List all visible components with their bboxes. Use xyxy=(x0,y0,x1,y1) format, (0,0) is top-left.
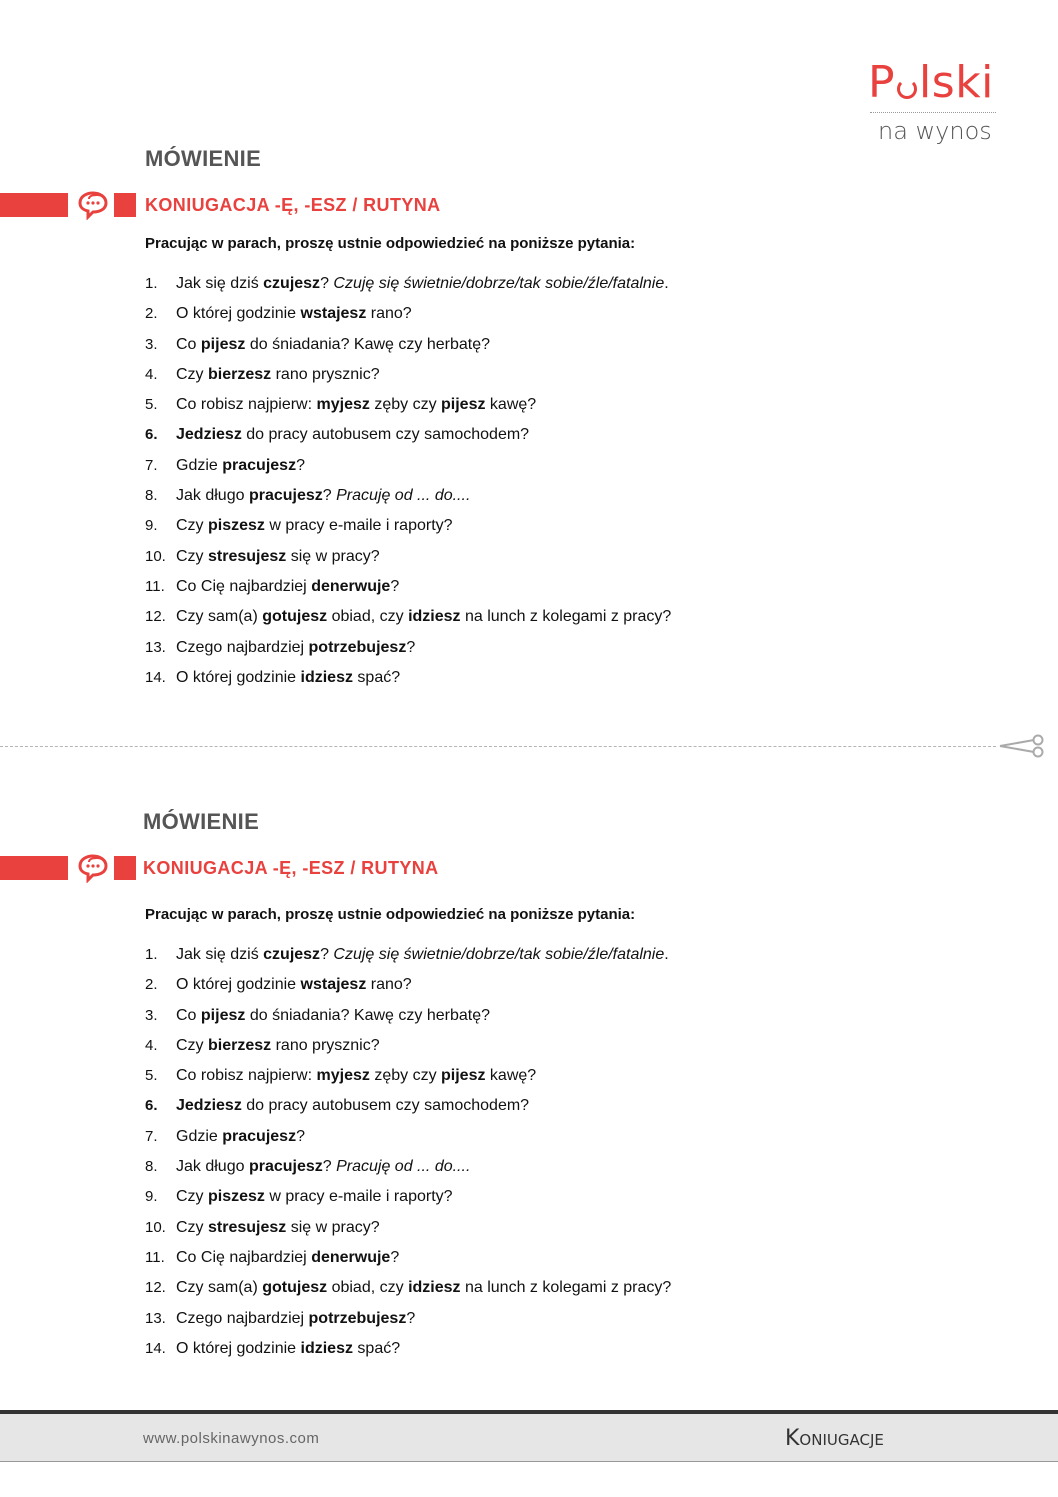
question-text xyxy=(176,1158,470,1175)
question-item xyxy=(145,364,671,394)
instruction-text: Pracując w parach, proszę ustnie odpowiedzieć na poniższe pytania: xyxy=(145,235,636,252)
question-text xyxy=(176,1340,400,1357)
question-number: 14. xyxy=(145,668,166,686)
question-number: 12. xyxy=(145,608,166,626)
question-fragment: w pracy e-maile i raporty? xyxy=(264,517,453,535)
question-item xyxy=(145,1217,671,1247)
band-bar xyxy=(0,856,68,880)
example-answer: Czuję się świetnie/dobrze/tak sobie/źle/fatalnie xyxy=(333,275,665,292)
verb-highlight: gotujesz xyxy=(262,1279,328,1297)
speech-bubbles-icon xyxy=(76,853,110,883)
verb-highlight: piszesz xyxy=(208,517,265,535)
question-text xyxy=(176,976,412,993)
question-item xyxy=(145,1247,671,1277)
verb-highlight: bierzesz xyxy=(208,1036,272,1054)
question-item xyxy=(145,394,671,424)
verb-highlight: gotujesz xyxy=(262,608,328,626)
question-fragment: Gdzie xyxy=(176,456,223,474)
question-fragment: Czy xyxy=(176,365,208,383)
question-item xyxy=(145,485,671,515)
question-fragment: spać? xyxy=(352,668,401,686)
question-fragment: Co robisz najpierw: xyxy=(176,1067,317,1085)
question-fragment: obiad, czy xyxy=(327,1279,409,1297)
question-item xyxy=(145,974,671,1004)
logo-smile-icon xyxy=(897,79,917,99)
band-square xyxy=(114,856,136,880)
question-fragment: ? xyxy=(296,1127,305,1145)
question-fragment: Czy xyxy=(176,1188,208,1206)
example-answer: Pracuję od ... do.... xyxy=(336,1158,471,1176)
question-item xyxy=(145,455,671,485)
question-fragment: O której godzinie xyxy=(176,976,301,994)
question-item xyxy=(145,303,671,333)
verb-highlight: idziesz xyxy=(300,1339,353,1357)
question-fragment: Czy xyxy=(176,1218,208,1236)
question-fragment: O której godzinie xyxy=(176,668,301,686)
question-number: 11. xyxy=(145,577,165,595)
question-text xyxy=(176,608,671,625)
footer-title: Koniugacje xyxy=(785,1426,884,1451)
question-text xyxy=(176,1097,529,1114)
question-number: 9. xyxy=(145,517,158,535)
verb-highlight: pracujesz xyxy=(248,1158,323,1176)
question-fragment: kawę? xyxy=(485,396,537,414)
question-text xyxy=(176,669,400,686)
question-fragment: Czy sam(a) xyxy=(176,1279,263,1297)
question-item xyxy=(145,1186,671,1216)
question-text xyxy=(176,1188,453,1205)
question-text xyxy=(176,426,529,443)
question-number: 5. xyxy=(145,1067,158,1085)
question-fragment: się w pracy? xyxy=(286,547,380,565)
question-number: 7. xyxy=(145,456,158,474)
question-item xyxy=(145,515,671,545)
question-item xyxy=(145,1095,671,1125)
question-item xyxy=(145,667,671,697)
cut-line xyxy=(0,746,996,747)
question-fragment: ? xyxy=(390,577,400,595)
question-fragment: ? xyxy=(320,946,334,963)
question-fragment: na lunch z kolegami z pracy? xyxy=(460,608,672,626)
band-title: KONIUGACJA -Ę, -ESZ / RUTYNA xyxy=(143,858,439,878)
question-item xyxy=(145,424,671,454)
question-item xyxy=(145,1005,671,1035)
question-item xyxy=(145,576,671,606)
question-item xyxy=(145,1338,671,1368)
verb-highlight: piszesz xyxy=(208,1188,265,1206)
verb-highlight: pijesz xyxy=(441,1067,486,1085)
question-number: 2. xyxy=(145,305,158,323)
question-text xyxy=(176,336,490,353)
verb-highlight: pracujesz xyxy=(248,487,323,505)
verb-highlight: pracujesz xyxy=(222,1127,297,1145)
question-fragment: . xyxy=(664,275,669,292)
band-title: KONIUGACJA -Ę, -ESZ / RUTYNA xyxy=(145,195,441,215)
question-number: 9. xyxy=(145,1188,158,1206)
verb-highlight: czujesz xyxy=(263,946,321,963)
question-fragment: Jak się dziś xyxy=(176,275,264,292)
footer-url: www.polskinawynos.com xyxy=(143,1430,320,1447)
question-fragment: ? xyxy=(296,456,305,474)
question-number: 3. xyxy=(145,335,158,353)
question-number: 7. xyxy=(145,1127,158,1145)
question-fragment: ? xyxy=(322,487,337,505)
question-fragment: Gdzie xyxy=(176,1127,223,1145)
question-number: 13. xyxy=(145,638,166,656)
verb-highlight: denerwuje xyxy=(311,577,391,595)
question-fragment: do pracy autobusem czy samochodem? xyxy=(241,426,530,444)
band-bar xyxy=(0,193,68,217)
question-item xyxy=(145,1277,671,1307)
question-list xyxy=(145,944,671,1368)
question-text xyxy=(176,305,412,322)
question-fragment: zęby czy xyxy=(369,1067,442,1085)
question-fragment: obiad, czy xyxy=(327,608,409,626)
band-square xyxy=(114,193,136,217)
verb-highlight: myjesz xyxy=(316,396,370,414)
verb-highlight: potrzebujesz xyxy=(308,1309,407,1327)
question-fragment: rano? xyxy=(366,305,412,323)
example-answer: Pracuję od ... do.... xyxy=(336,487,471,505)
verb-highlight: pijesz xyxy=(200,335,246,353)
question-item xyxy=(145,1126,671,1156)
question-fragment: Czy xyxy=(176,547,208,565)
verb-highlight: denerwuje xyxy=(311,1248,391,1266)
question-fragment: rano? xyxy=(366,976,412,994)
question-number: 14. xyxy=(145,1339,166,1357)
verb-highlight: Jedziesz xyxy=(176,426,242,444)
question-fragment: Jak się dziś xyxy=(176,946,264,963)
question-list xyxy=(145,273,671,697)
question-text xyxy=(176,1037,380,1054)
question-item xyxy=(145,334,671,364)
verb-highlight: idziesz xyxy=(300,668,353,686)
question-text xyxy=(176,1007,490,1024)
scissors-icon xyxy=(998,734,1046,758)
verb-highlight: potrzebujesz xyxy=(308,638,407,656)
question-text xyxy=(176,275,669,292)
question-text xyxy=(176,1310,415,1327)
question-fragment: ? xyxy=(406,1309,416,1327)
question-fragment: Co Cię najbardziej xyxy=(176,1248,312,1266)
question-fragment: się w pracy? xyxy=(286,1218,380,1236)
logo-word-end: lski xyxy=(919,57,994,108)
verb-highlight: wstajesz xyxy=(300,976,367,994)
question-number: 5. xyxy=(145,396,158,414)
question-text xyxy=(176,1249,399,1266)
question-text xyxy=(176,517,453,534)
question-fragment: rano prysznic? xyxy=(271,1036,380,1054)
question-text xyxy=(176,1128,305,1145)
question-text xyxy=(176,396,536,413)
question-number: 8. xyxy=(145,487,158,505)
question-fragment: Jak długo xyxy=(176,1158,249,1176)
question-text xyxy=(176,457,305,474)
question-text xyxy=(176,578,399,595)
question-fragment: . xyxy=(664,946,669,963)
question-fragment: Co robisz najpierw: xyxy=(176,396,317,414)
verb-highlight: Jedziesz xyxy=(176,1097,242,1115)
question-fragment: O której godzinie xyxy=(176,305,301,323)
question-fragment: ? xyxy=(322,1158,337,1176)
question-fragment: do pracy autobusem czy samochodem? xyxy=(241,1097,530,1115)
example-answer: Czuję się świetnie/dobrze/tak sobie/źle/fatalnie xyxy=(333,946,665,963)
question-fragment: Czy xyxy=(176,1036,208,1054)
question-text xyxy=(176,946,669,963)
question-text xyxy=(176,1219,380,1236)
question-fragment: na lunch z kolegami z pracy? xyxy=(460,1279,672,1297)
verb-highlight: stresujesz xyxy=(208,547,287,565)
question-item xyxy=(145,1065,671,1095)
question-number: 4. xyxy=(145,1036,158,1054)
question-fragment: ? xyxy=(320,275,334,292)
speech-bubbles-icon xyxy=(76,190,110,220)
logo-word-start: P xyxy=(868,57,896,108)
logo-word xyxy=(868,58,1000,110)
question-fragment: w pracy e-maile i raporty? xyxy=(264,1188,453,1206)
question-text xyxy=(176,1279,671,1296)
question-fragment: kawę? xyxy=(485,1067,537,1085)
question-number: 6. xyxy=(145,426,158,444)
question-fragment: ? xyxy=(390,1248,400,1266)
question-fragment: Co xyxy=(176,1006,201,1024)
question-number: 1. xyxy=(145,946,158,963)
question-item xyxy=(145,606,671,636)
question-number: 10. xyxy=(145,547,166,565)
verb-highlight: wstajesz xyxy=(300,305,367,323)
question-fragment: O której godzinie xyxy=(176,1339,301,1357)
verb-highlight: bierzesz xyxy=(208,365,272,383)
footer xyxy=(0,1414,1058,1462)
question-item xyxy=(145,1308,671,1338)
question-text xyxy=(176,548,380,565)
question-number: 11. xyxy=(145,1248,165,1266)
question-fragment: Co Cię najbardziej xyxy=(176,577,312,595)
question-fragment: ? xyxy=(406,638,416,656)
question-item xyxy=(145,1156,671,1186)
question-fragment: do śniadania? Kawę czy herbatę? xyxy=(245,335,490,353)
question-text xyxy=(176,1067,536,1084)
question-text xyxy=(176,639,415,656)
question-fragment: Czego najbardziej xyxy=(176,1309,309,1327)
verb-highlight: pijesz xyxy=(441,396,486,414)
section-title: MÓWIENIE xyxy=(143,809,260,834)
logo-divider xyxy=(870,112,996,113)
question-item xyxy=(145,546,671,576)
question-fragment: Co xyxy=(176,335,201,353)
question-number: 4. xyxy=(145,365,158,383)
logo xyxy=(868,58,1000,145)
question-number: 6. xyxy=(145,1097,158,1115)
question-number: 8. xyxy=(145,1158,158,1176)
verb-highlight: idziesz xyxy=(408,608,461,626)
verb-highlight: pijesz xyxy=(200,1006,246,1024)
question-number: 2. xyxy=(145,976,158,994)
question-fragment: zęby czy xyxy=(369,396,442,414)
instruction-text: Pracując w parach, proszę ustnie odpowiedzieć na poniższe pytania: xyxy=(145,906,636,923)
question-text xyxy=(176,487,470,504)
question-fragment: Czy sam(a) xyxy=(176,608,263,626)
verb-highlight: pracujesz xyxy=(222,456,297,474)
question-fragment: Czego najbardziej xyxy=(176,638,309,656)
verb-highlight: stresujesz xyxy=(208,1218,287,1236)
section-title: MÓWIENIE xyxy=(145,146,262,171)
question-number: 3. xyxy=(145,1006,158,1024)
question-text xyxy=(176,366,380,383)
question-fragment: spać? xyxy=(352,1339,401,1357)
question-item xyxy=(145,637,671,667)
question-item xyxy=(145,944,671,974)
question-item xyxy=(145,273,671,303)
verb-highlight: myjesz xyxy=(316,1067,370,1085)
question-number: 1. xyxy=(145,275,158,292)
question-number: 13. xyxy=(145,1309,166,1327)
question-fragment: Jak długo xyxy=(176,487,249,505)
verb-highlight: czujesz xyxy=(263,275,321,292)
question-fragment: do śniadania? Kawę czy herbatę? xyxy=(245,1006,490,1024)
question-number: 12. xyxy=(145,1279,166,1297)
logo-subtitle: na wynos xyxy=(878,117,992,145)
question-fragment: rano prysznic? xyxy=(271,365,380,383)
verb-highlight: idziesz xyxy=(408,1279,461,1297)
question-fragment: Czy xyxy=(176,517,208,535)
question-item xyxy=(145,1035,671,1065)
question-number: 10. xyxy=(145,1218,166,1236)
